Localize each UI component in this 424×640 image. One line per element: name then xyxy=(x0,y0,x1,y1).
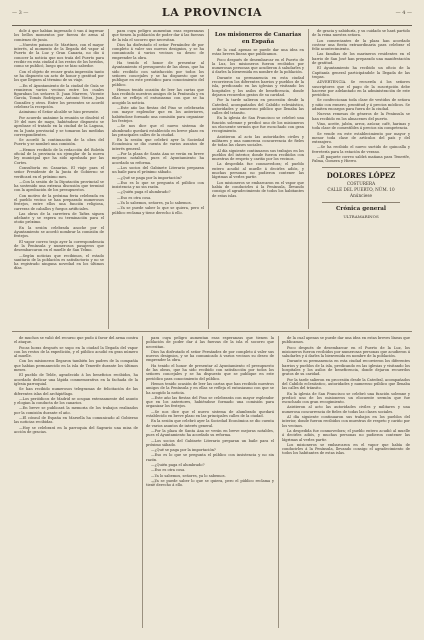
paragraph: —En breve se publicará la memoria de los trabajos realizados por la comisión durante el año. xyxy=(14,406,138,415)
paragraph: —Hoy se celebrará en la parroquia del Sagrario una misa de acción de gracias. xyxy=(14,425,138,434)
right-section-heading: Crónica general xyxy=(335,205,387,212)
paragraph: —Según noticias que recibimos, el estado sanitario de la población es satisfactorio y no se ha registrado ninguna novedad en los últimos días. xyxy=(14,253,104,271)
paragraph: En la iglesia de San Francisco se celebró una función solemne y predicó uno de los misioneros un elocuente sermón que fue escuchado con gran recogimiento. xyxy=(212,116,304,134)
paragraph: El vapor correo trajo ayer la correspondencia de la Península y numerosos pasajeros que desembarcaron en el muelle de San Telmo. xyxy=(14,239,104,253)
column-3-body xyxy=(212,48,304,198)
paragraph: La despedida fue conmovedora; el pueblo entero acudió al muelle á decirles adiós, y muchas personas no pudieron contener las lágrimas al verles partir. xyxy=(212,162,304,180)
paragraph: Dios ha disfrutado el señor Fernández de por completo á valer sus nuevos designios, y se ha comunicado á varios vecinos su deseo de emprender la obra. xyxy=(112,42,204,60)
paragraph: Se han recibido numerosos telegramas de felicitación de las diferentes islas del archipiélago. xyxy=(14,387,138,396)
column-1 xyxy=(14,29,104,329)
paragraph: Las obras de la carretera de Tafira siguen adelante y se espera su terminación para el otoño próximo. xyxy=(14,211,104,225)
ad-subtitle: COSTURERA xyxy=(346,180,376,186)
paragraph: —Ya se puede saber lo que se quiera, pero el público reclama y tiene derecho á ello. xyxy=(112,206,204,215)
paragraph: —Eso es otra cosa. xyxy=(117,195,152,200)
paragraph: —Con la sesión de la Diputación provincial se ha sostenido una extensa discusión que terminó con la aprobación de los presupuestos. xyxy=(14,179,104,193)
paragraph: —Los socios del Gabinete Literario preparan un baile para el próximo sábado. xyxy=(112,165,204,175)
column-7 xyxy=(282,336,410,628)
masthead-rule xyxy=(12,25,412,26)
paragraph: —¿Quién paga el alumbrado? xyxy=(151,463,205,468)
paragraph: de la cual apenas se puede dar una idea en estas breves líneas que publicamos. xyxy=(212,48,304,57)
paragraph: Se confeccionan toda clase de vestidos de señora y niño con esmero, prontitud y á precios módicos. Se admiten encargos para fuera de la ciudad. xyxy=(312,98,410,112)
masthead xyxy=(12,3,412,25)
ad-address: CALLE DEL PUERTO, NÚM. 10 xyxy=(327,186,395,192)
fold-rule xyxy=(12,331,412,332)
column-4-body xyxy=(312,29,410,164)
paragraph: —Los socios del Gabinete Literario preparan un baile para el próximo sábado. xyxy=(146,438,274,447)
paragraph: Los comerciantes de la plaza han acordado costear una fiesta extraordinaria para celebrar el feliz acontecimiento. xyxy=(312,38,410,52)
paragraph: Por acuerdo unánime la reunión se disolvió el 19 del mes de mayo, habiéndose dispuesto se aprobase el tratado en la ciudad de la Laguna, en la Junta provincial y se tomaron las medidas correspondientes. xyxy=(14,115,104,137)
paragraph: —Se ha recibido el nuevo surtido de quincalla y ferretería para la estación de verano. xyxy=(312,145,410,154)
paragraph: La despedida fue conmovedora; el pueblo entero acudió al muelle á decirles adiós, y muchas personas no pudieron contener las lágrimas al verles partir. xyxy=(282,428,410,442)
paragraph: Con el objeto de recaer grata impresión tanto se ha dispuesto un acto de honor y gratitud por los que lleguen al término de su viaje. xyxy=(14,69,104,83)
column-separator xyxy=(308,29,309,329)
column-separator xyxy=(142,336,143,628)
paragraph: Con motivo de la próxima feria celebrada en el pueblo vecino se han preparado numerosos festejos, entre ellos una función religiosa, carreras de caballos y fuegos artificiales. xyxy=(14,193,104,211)
paragraph: Nuevas remesas de géneros de la Península se han recibido en los almacenes del puerto. xyxy=(312,112,410,121)
paragraph: Ha tenido el honor de presentar al Ayuntamiento el presupuesto de las obras, que ha sido recibido con satisfacción por todos los señores concejales y se ha dispuesto que se publique en este periódico para conocimiento del público. xyxy=(146,363,274,381)
paragraph: —Hemos recibido de la redacción del Boletín oficial de la provincia un ejemplar de la nueva ley municipal que ha sido aprobada por las Cortes. xyxy=(14,147,104,165)
column-5 xyxy=(14,336,138,628)
paragraph: El Ayuntamiento ha recibido un oficio de la Capitanía general participándole la llegada de las tropas. xyxy=(312,66,410,79)
paragraph: de la cual apenas se puede dar una idea en estas breves líneas que publicamos. xyxy=(282,336,410,345)
paragraph: Con los misioneros llegaron también los padres de la compañía que habían permanecido en la isla de Tenerife durante los últimos meses. xyxy=(14,359,138,373)
paragraph: —El paquete correo saldrá mañana para Tenerife, Palma, Gomera y Hierro. xyxy=(312,155,410,164)
paragraph: Hemos tenido ocasión de leer las cartas que han recibido nuestros amigos de la Península y en ellas se refleja el entusiasmo con que se ha acogido la noticia. xyxy=(112,87,204,105)
paragraph: Los misioneros se embarcaron en el vapor que había de conducirles á la Península, llevando consigo el agradecimiento de todos los habitantes de estas islas. xyxy=(212,180,304,198)
paragraph: para cuya peligro aumentan esas esperanzas que tienen la población de poder dar á las fuerzas de la isla el socorro que necesitan. xyxy=(146,336,274,349)
paragraph: En la sesión celebrada anoche por el Ayuntamiento se acordó nombrar la comisión de festejos. xyxy=(14,225,104,239)
paragraph: En la sesión que celebró ayer la Sociedad Económica se dio cuenta de varios asuntos de interés general. xyxy=(146,419,274,428)
column-3 xyxy=(212,29,304,329)
watermark: · xyxy=(150,470,159,496)
newspaper-title: LA PROVINCIA xyxy=(161,6,263,19)
paragraph: dole á que habían ingresado ó van á ingresar los bellos momentos por fuerza de arma al comienzo de junio. xyxy=(14,29,104,42)
paragraph: Se vende en este establecimiento por mayor y menor toda clase de artículos del país y del extranjero. xyxy=(312,131,410,145)
paragraph: Al día siguiente continuaron sus trabajos en los pueblos del interior, donde fueron recibidos con muestras de respeto y cariño por los vecinos. xyxy=(212,148,304,162)
column-separator xyxy=(108,29,109,329)
paragraph: —El cónsul de España en Marsella ha comunicado al Gobierno las noticias recibidas. xyxy=(14,416,138,425)
column-separator xyxy=(278,336,279,628)
ad-divider xyxy=(322,202,400,203)
ad-divider xyxy=(322,167,400,168)
paragraph: —Eso es otra cosa. xyxy=(151,468,186,473)
column-2 xyxy=(112,29,204,329)
column-4 xyxy=(312,29,410,329)
paragraph: —Nuestro paisano Sr. Martínez, con el mayor interés, al momento de la llegada del vapor al Puerto de la Luz y Gran Canaria, no dio á conocer la noticia que nos traía del Puerto para recibir en esta ciudad á los restos de los heridos, como se publicó, luego que se hizo sabedor. xyxy=(14,42,104,69)
paragraph: —¿Qué se paga por la importación? xyxy=(117,175,182,180)
paragraph: Durante su permanencia en esta ciudad recorrieron los diferentes barrios y pueblos de la isla, predicando en las iglesias y visitando los hospitales y los asilos de beneficencia, donde dejaron recuerdos gratos de su caridad. xyxy=(212,75,304,97)
paragraph: Pocas horas después se supo en la ciudad la llegada del vapor con los restos de la expedición, y el público acudió en gran número al muelle. xyxy=(14,345,138,359)
paragraph: Durante su permanencia en esta ciudad recorrieron los diferentes barrios y pueblos de la isla, predicando en las iglesias y visitando los hospitales y los asilos de beneficencia, donde dejaron recuerdos gratos de su caridad. xyxy=(282,359,410,377)
paragraph: El pueblo de Telde, agradecido á los beneficios recibidos, ha acordado dedicar una lápida conmemorativa en la fachada de la iglesia parroquial. xyxy=(14,373,138,386)
paragraph: —Por la plaza de Santa Ana se verán en breve mejoras notables, pues el Ayuntamiento ha acordado su reforma. xyxy=(112,152,204,165)
paragraph: En la iglesia de San Francisco se celebró una función solemne y predicó uno de los misioneros un elocuente sermón que fue escuchado con gran recogimiento. xyxy=(282,391,410,405)
paragraph: de gracia y sabiduría, y su cuidado se hará partido de la reina nuestra señora. xyxy=(312,29,410,38)
paragraph: Consultoría en Canarias. El viaje para el señor Presidente de la Junta de Gobierno se verificará en el próximo mes. xyxy=(14,165,104,179)
paragraph: Dios ha disfrutado el señor Fernández de por completo á valer sus nuevos designios, y se ha comunicado á varios vecinos su deseo de emprender la obra. xyxy=(146,349,274,363)
paragraph: Ha tenido el honor de presentar al Ayuntamiento el presupuesto de las obras, que ha sido recibido con satisfacción por todos los señores concejales y se ha dispuesto que se publique en este periódico para conocimiento del público. xyxy=(112,61,204,87)
paragraph: —Ya lo sabemos, señores, ya lo sabemos. xyxy=(117,200,192,205)
middle-section-heading: Los misioneros de Canarias en España xyxy=(214,32,302,45)
paragraph: —Se nos dice que el nuevo sistema de alumbrado quedará establecido en breve plazo en las principales calles de la ciudad. xyxy=(112,124,204,137)
paragraph: Asimismo el Señor alcalde se hizo presente. xyxy=(19,110,100,115)
paragraph: —Por la plaza de Santa Ana se verán en breve mejoras notables, pues el Ayuntamiento ha acordado su reforma. xyxy=(146,428,274,438)
paragraph: —¿Qué se paga por la importación? xyxy=(151,448,216,453)
paragraph: para cuya peligro aumentan esas esperanzas que tienen la población de poder dar á las fuerzas de la isla el socorro que necesitan. xyxy=(112,29,204,42)
column-separator xyxy=(208,29,209,329)
paragraph: —Ya lo sabemos, señores, ya lo sabemos. xyxy=(151,473,226,478)
paragraph: —Se nos dice que el nuevo sistema de alumbrado quedará establecido en breve plazo en las principales calles de la ciudad. xyxy=(146,409,274,419)
paragraph: —Eso es lo que se pregunta el público con insistencia y no sin razón. xyxy=(112,180,204,190)
column-6 xyxy=(146,336,274,628)
paragraph: Hemos tenido ocasión de leer las cartas que han recibido nuestros amigos de la Península y en ellas se refleja el entusiasmo con que se ha acogido la noticia. xyxy=(146,381,274,395)
paragraph: Las familias de los marineros residentes en el barrio de San José han preparado una manifestación de gratitud. xyxy=(312,52,410,66)
paragraph: —Eso es lo que se pregunta el público con insistencia y no sin razón. xyxy=(146,453,274,462)
paragraph: Vino, aceite, jabón, arroz, azúcar, café, harinas y toda clase de comestibles á precios sin competencia. xyxy=(312,121,410,131)
page-number-right: — 4 — xyxy=(395,10,412,16)
paragraph: —Ya se puede saber lo que se quiera, pero el público reclama y tiene derecho á ello. xyxy=(146,478,274,488)
paragraph: ADVERTENCIA. Se recuerda á los señores suscriptores que el pago de la suscripción debe hacerse por adelantado en la administración de este periódico. xyxy=(312,80,410,98)
page-number-left: — 3 — xyxy=(12,10,29,16)
paragraph: Poco después de desembarcar en el Puerto de la Luz, los misioneros fueron recibidos por numerosas personas que acudieron á saludarles y á darles la bienvenida en nombre de la población. xyxy=(212,57,304,75)
ad-name: DOLORES LÓPEZ xyxy=(326,170,396,180)
paragraph: —Este año las fiestas del Pino se celebrarán con mayor esplendor que en los anteriores, habiéndose formado una comisión para organizar los festejos. xyxy=(112,106,204,123)
paragraph: Por la tarde salieron en procesión desde la Catedral, acompañados del Cabildo eclesiástico, autoridades y numeroso público que llenaba las calles del tránsito. xyxy=(212,98,304,116)
right-section-subheading: ULTRAMARINOS xyxy=(343,213,379,219)
paragraph: —Este año las fiestas del Pino se celebrarán con mayor esplendor que en los anteriores, habiéndose formado una comisión para organizar los festejos. xyxy=(146,395,274,409)
paragraph: —¿Quién paga el alumbrado? xyxy=(117,190,171,195)
paragraph: de muchos se valió del recurso que pudo á favor del arma contra el ataque. xyxy=(14,336,138,345)
paragraph: Asistieron al acto las autoridades civiles y militares y una numerosa concurrencia de fieles de todas las clases sociales. xyxy=(212,134,304,148)
paragraph: Los misioneros se embarcaron en el vapor que había de conducirles á la Península, llevando consigo el agradecimiento de todos los habitantes de estas islas. xyxy=(282,442,410,456)
paragraph: Asistieron al acto las autoridades civiles y militares y una numerosa concurrencia de fieles de todas las clases sociales. xyxy=(282,405,410,414)
paragraph: Poco después de desembarcar en el Puerto de la Luz, los misioneros fueron recibidos por numerosas personas que acudieron á saludarles y á darles la bienvenida en nombre de la población. xyxy=(282,345,410,359)
ad-cta: Anúnciese xyxy=(350,193,372,199)
paragraph: —En el Ayuntamiento de la ciudad de Guía se reunieron varios vecinos entre los cuales figuraban los señores D. Juan Marrero, Vicente García, Tomás Rodríguez, Antonio Vieira, Juan González y otros. Entre los presentes se acordó celebrar la recepción. xyxy=(14,83,104,110)
paragraph: Se acordó la continuación de la obra del Puerto y se nombró una comisión. xyxy=(14,138,104,147)
paragraph: —Los periódicos de Madrid se ocupan extensamente del asunto y elogian la conducta de los canarios. xyxy=(14,396,138,406)
paragraph: Al día siguiente continuaron sus trabajos en los pueblos del interior, donde fueron recibidos con muestras de respeto y cariño por los vecinos. xyxy=(282,415,410,428)
paragraph: En la sesión que celebró ayer la Sociedad Económica se dio cuenta de varios asuntos de interés general. xyxy=(112,138,204,151)
paragraph: Por la tarde salieron en procesión desde la Catedral, acompañados del Cabildo eclesiástico, autoridades y numeroso público que llenaba las calles del tránsito. xyxy=(282,377,410,391)
